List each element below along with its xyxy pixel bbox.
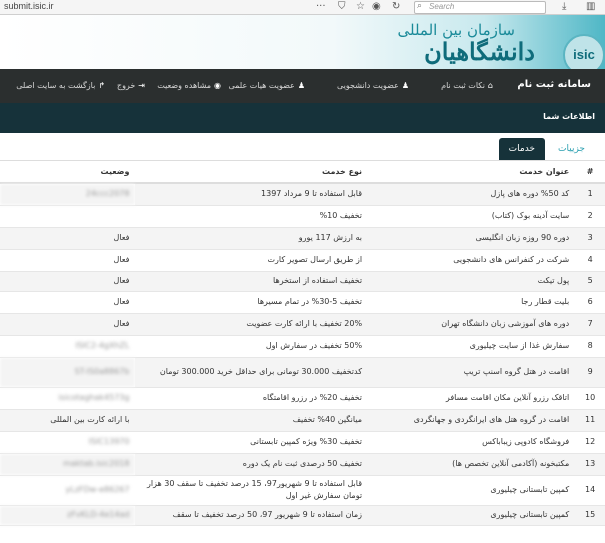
col-header-title: عنوان خدمت — [368, 160, 575, 183]
row-status: فعال — [0, 249, 135, 271]
nav-item-faculty-membership[interactable] — [229, 81, 306, 90]
bookmark-icon[interactable]: ☆ — [356, 1, 365, 12]
nav-label: نکات ثبت نام — [441, 81, 485, 90]
row-service-title: سفارش غذا از سایت چیلیوری — [368, 335, 575, 357]
nav-label: بازگشت به سایت اصلی — [16, 81, 96, 90]
table-body — [0, 183, 605, 525]
row-number: 14 — [575, 475, 605, 505]
table-row — [0, 409, 605, 431]
table-row — [0, 271, 605, 291]
reload-icon[interactable]: ↻ — [392, 1, 401, 12]
site-banner — [0, 15, 605, 69]
info-header — [0, 103, 605, 133]
table-row — [0, 291, 605, 313]
share-icon: ↱ — [98, 81, 105, 90]
row-service-title: کمپین تابستانی چیلیوری — [368, 505, 575, 525]
nav-label: عضویت هیات علمی — [228, 81, 295, 90]
row-status: فعال — [0, 271, 135, 291]
row-number: 9 — [575, 357, 605, 387]
nav-item-back-to-site[interactable] — [16, 81, 105, 90]
row-number: 3 — [575, 227, 605, 249]
row-number: 12 — [575, 431, 605, 453]
org-name-line1: سازمان بین المللی — [397, 21, 515, 39]
browser-toolbar — [0, 0, 605, 15]
row-service-type: قابل استفاده تا 9 شهریور97، 15 درصد تخفیف تا سقف 30 هزار تومان سفارش غیر اول — [135, 475, 368, 505]
table-row — [0, 357, 605, 387]
row-status: فعال — [0, 291, 135, 313]
row-service-title: اقامت در گروه هتل های ایرانگردی و جهانگردی — [368, 409, 575, 431]
row-service-type: از طریق ارسال تصویر کارت — [135, 249, 368, 271]
row-service-type: کدتخفیف 30.000 تومانی برای حداقل خرید 300.000 تومان — [135, 357, 368, 387]
logout-icon: ⇥ — [138, 81, 145, 90]
table-row — [0, 387, 605, 409]
table-row — [0, 249, 605, 271]
row-status: isicotaghak4573g — [0, 387, 135, 409]
row-status: ISIC13970 — [0, 431, 135, 453]
row-number: 11 — [575, 409, 605, 431]
table-row — [0, 227, 605, 249]
row-service-type: به ارزش 117 یورو — [135, 227, 368, 249]
nav-label: خروج — [116, 81, 136, 90]
row-service-type: تخفیف استفاده از استخرها — [135, 271, 368, 291]
row-number: 7 — [575, 313, 605, 335]
search-icon: ⌕ — [417, 1, 423, 11]
nav-item-view-status[interactable] — [157, 81, 221, 90]
more-icon[interactable]: ··· — [316, 1, 326, 12]
row-service-title: اقامت در هتل گروه اسنپ تریپ — [368, 357, 575, 387]
row-service-title: کمپین تابستانی چیلیوری — [368, 475, 575, 505]
row-service-type: 20% تخفیف با ارائه کارت عضویت — [135, 313, 368, 335]
row-service-type: 50% تخفیف در سفارش اول — [135, 335, 368, 357]
row-service-type: تخفیف 50 درصدی ثبت نام یک دوره — [135, 453, 368, 475]
table-row — [0, 205, 605, 227]
info-title: اطلاعات شما — [543, 112, 595, 121]
row-service-type: تخفیف 20% در رزرو اقامتگاه — [135, 387, 368, 409]
row-status: yLzFDw-e86267 — [0, 475, 135, 505]
eye-icon: ◉ — [214, 81, 221, 90]
row-status: ISIC2-4gXhZL — [0, 335, 135, 357]
table-row — [0, 335, 605, 357]
row-service-title: سایت آدینه بوک (کتاب) — [368, 205, 575, 227]
row-service-title: اتاقک رزرو آنلاین مکان اقامت مسافر — [368, 387, 575, 409]
row-status — [0, 205, 135, 227]
row-service-title: فروشگاه کادوپی زیباباکس — [368, 431, 575, 453]
row-service-type: زمان استفاده تا 9 شهریور 97، 50 درصد تخفیف تا سقف — [135, 505, 368, 525]
main-navbar — [0, 69, 605, 103]
row-service-title: کد 50% دوره های پازل — [368, 183, 575, 205]
col-header-status: وضعیت — [0, 160, 135, 183]
row-service-type: قابل استفاده تا 9 مرداد 1397 — [135, 183, 368, 205]
row-service-title: دوره 90 روزه زبان انگلیسی — [368, 227, 575, 249]
row-service-title: مکتبخونه (آکادمی آنلاین تخصص ها) — [368, 453, 575, 475]
row-service-title: شرکت در کنفرانس های دانشجویی — [368, 249, 575, 271]
row-status: 24ccc2078 — [0, 183, 135, 205]
table-header-row — [0, 160, 605, 183]
row-number: 10 — [575, 387, 605, 409]
row-service-type: تخفیف 5-30% در تمام مسیرها — [135, 291, 368, 313]
row-service-title: پول تیکت — [368, 271, 575, 291]
isic-logo: isic — [563, 34, 605, 76]
row-status: zFvKLD-4e14ad — [0, 505, 135, 525]
row-status: با ارائه کارت بین المللی — [0, 409, 135, 431]
row-number: 5 — [575, 271, 605, 291]
row-status: فعال — [0, 227, 135, 249]
row-service-type: تخفیف 10% — [135, 205, 368, 227]
col-header-number: # — [575, 160, 605, 183]
address-bar[interactable]: submit.isic.ir — [4, 1, 54, 11]
row-service-title: بلیت قطار رجا — [368, 291, 575, 313]
row-number: 8 — [575, 335, 605, 357]
home-icon: ⌂ — [487, 81, 493, 90]
tab-services[interactable]: خدمات — [499, 138, 545, 160]
nav-item-registration-tips[interactable] — [441, 81, 493, 90]
services-table — [0, 160, 605, 526]
table-row — [0, 505, 605, 525]
download-icon[interactable]: ⤓ — [562, 1, 567, 12]
row-number: 4 — [575, 249, 605, 271]
reader-icon[interactable]: ◉ — [372, 1, 381, 12]
user-icon: ♟ — [401, 81, 409, 90]
row-status: maktab.isic2018 — [0, 453, 135, 475]
search-input[interactable]: Search — [429, 2, 455, 11]
table-row — [0, 313, 605, 335]
navbar-brand[interactable]: سامانه ثبت نام — [517, 79, 591, 90]
org-name-line2: دانشگاهیان — [424, 37, 535, 66]
nav-label: مشاهده وضعیت — [157, 81, 212, 90]
nav-item-logout[interactable] — [117, 81, 145, 90]
row-number: 13 — [575, 453, 605, 475]
col-header-type: نوع خدمت — [135, 160, 368, 183]
shield-icon[interactable]: ⛉ — [338, 1, 346, 12]
row-service-type: تخفیف 30% ویژه کمپین تابستانی — [135, 431, 368, 453]
table-row — [0, 453, 605, 475]
table-row — [0, 475, 605, 505]
table-row — [0, 183, 605, 205]
row-number: 2 — [575, 205, 605, 227]
row-number: 6 — [575, 291, 605, 313]
row-number: 15 — [575, 505, 605, 525]
row-service-title: دوره های آموزشی زبان دانشگاه تهران — [368, 313, 575, 335]
row-number: 1 — [575, 183, 605, 205]
nav-label: عضویت دانشجویی — [337, 81, 399, 90]
user-icon: ♟ — [297, 81, 305, 90]
row-status: ST-IS0a8867b — [0, 357, 135, 387]
row-status: فعال — [0, 313, 135, 335]
row-service-type: میانگین 40% تخفیف — [135, 409, 368, 431]
nav-item-student-membership[interactable] — [337, 81, 409, 90]
tab-details[interactable]: جزییات — [558, 144, 585, 154]
search-box[interactable] — [414, 1, 546, 14]
tab-bar — [0, 133, 605, 161]
table-row — [0, 431, 605, 453]
library-icon[interactable]: ▥ — [586, 1, 596, 12]
